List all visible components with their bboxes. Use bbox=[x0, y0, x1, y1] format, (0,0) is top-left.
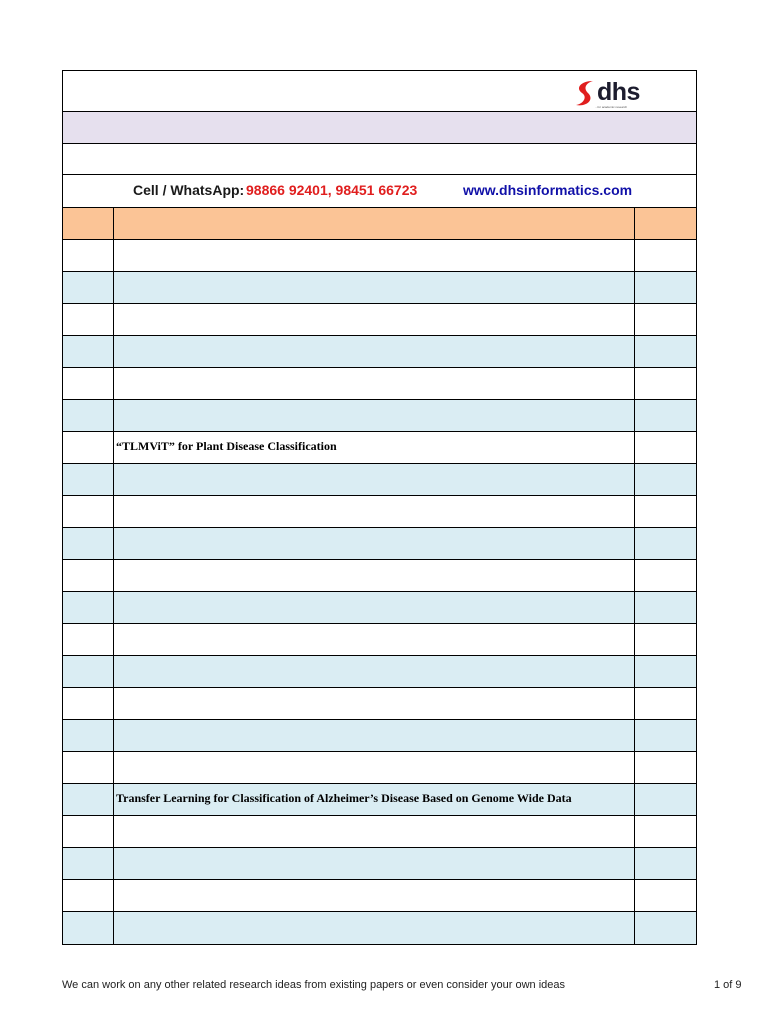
row-title-cell bbox=[114, 784, 635, 815]
table-row bbox=[63, 400, 696, 432]
row-extra-cell bbox=[635, 816, 696, 847]
row-title-cell bbox=[114, 336, 635, 367]
row-extra-cell bbox=[635, 688, 696, 719]
row-title-cell bbox=[114, 624, 635, 655]
row-title-cell bbox=[114, 272, 635, 303]
row-title-cell bbox=[114, 752, 635, 783]
row-title-cell bbox=[114, 848, 635, 879]
table-row bbox=[63, 656, 696, 688]
logo-tagline: ...for academic research bbox=[595, 105, 628, 109]
row-extra-cell bbox=[635, 560, 696, 591]
row-number-cell bbox=[63, 656, 114, 687]
row-number-cell bbox=[63, 368, 114, 399]
row-number-cell bbox=[63, 240, 114, 271]
table-row bbox=[63, 848, 696, 880]
row-extra-cell bbox=[635, 464, 696, 495]
row-extra-cell bbox=[635, 240, 696, 271]
row-number-cell bbox=[63, 432, 114, 463]
title-band bbox=[63, 112, 696, 144]
row-number-cell bbox=[63, 528, 114, 559]
header-cell-number bbox=[63, 208, 114, 239]
row-number-cell bbox=[63, 784, 114, 815]
dhs-logo bbox=[573, 78, 673, 108]
row-title-cell bbox=[114, 688, 635, 719]
footer-note: We can work on any other related research ideas from existing papers or even consider your own ideas bbox=[62, 979, 566, 991]
row-title-cell bbox=[114, 400, 635, 431]
row-title-cell bbox=[114, 304, 635, 335]
row-title-cell bbox=[114, 560, 635, 591]
table-row bbox=[63, 528, 696, 560]
project-title: “TLMViT” for Plant Disease Classification bbox=[116, 439, 337, 453]
table-header-row bbox=[63, 208, 696, 240]
row-title-cell bbox=[114, 592, 635, 623]
row-title-cell bbox=[114, 912, 635, 944]
table-row bbox=[63, 752, 696, 784]
table-row bbox=[63, 368, 696, 400]
table-row bbox=[63, 720, 696, 752]
logo-row bbox=[63, 71, 696, 112]
table-row bbox=[63, 240, 696, 272]
table-row bbox=[63, 688, 696, 720]
row-number-cell bbox=[63, 304, 114, 335]
header-cell-extra bbox=[635, 208, 696, 239]
row-number-cell bbox=[63, 912, 114, 944]
row-title-cell bbox=[114, 816, 635, 847]
row-extra-cell bbox=[635, 400, 696, 431]
contact-label: Cell / WhatsApp: bbox=[133, 182, 245, 198]
row-title-cell bbox=[114, 368, 635, 399]
row-number-cell bbox=[63, 752, 114, 783]
row-extra-cell bbox=[635, 848, 696, 879]
row-title-cell bbox=[114, 528, 635, 559]
row-number-cell bbox=[63, 464, 114, 495]
logo-wordmark: dhs bbox=[597, 78, 640, 106]
row-number-cell bbox=[63, 720, 114, 751]
header-cell-title bbox=[114, 208, 635, 239]
blank-row bbox=[63, 144, 696, 175]
table-row bbox=[63, 272, 696, 304]
row-extra-cell bbox=[635, 272, 696, 303]
website-link[interactable]: www.dhsinformatics.com bbox=[463, 182, 633, 198]
row-extra-cell bbox=[635, 624, 696, 655]
row-number-cell bbox=[63, 624, 114, 655]
row-number-cell bbox=[63, 880, 114, 911]
row-title-cell bbox=[114, 880, 635, 911]
project-list-sheet bbox=[62, 70, 697, 945]
row-extra-cell bbox=[635, 368, 696, 399]
row-number-cell bbox=[63, 688, 114, 719]
row-title-cell bbox=[114, 656, 635, 687]
table-row bbox=[63, 816, 696, 848]
row-title-cell bbox=[114, 720, 635, 751]
row-number-cell bbox=[63, 272, 114, 303]
row-extra-cell bbox=[635, 304, 696, 335]
table-row bbox=[63, 784, 696, 816]
project-title: Transfer Learning for Classification of Alzheimer’s Disease Based on Genome Wide Data bbox=[116, 791, 572, 805]
phone-numbers: 98866 92401, 98451 66723 bbox=[246, 182, 418, 198]
row-extra-cell bbox=[635, 880, 696, 911]
row-title-cell bbox=[114, 496, 635, 527]
row-extra-cell bbox=[635, 432, 696, 463]
row-number-cell bbox=[63, 400, 114, 431]
row-number-cell bbox=[63, 336, 114, 367]
table-row bbox=[63, 336, 696, 368]
row-extra-cell bbox=[635, 528, 696, 559]
row-number-cell bbox=[63, 816, 114, 847]
row-number-cell bbox=[63, 560, 114, 591]
row-number-cell bbox=[63, 496, 114, 527]
table-row bbox=[63, 464, 696, 496]
row-extra-cell bbox=[635, 592, 696, 623]
row-number-cell bbox=[63, 848, 114, 879]
row-extra-cell bbox=[635, 496, 696, 527]
row-extra-cell bbox=[635, 784, 696, 815]
row-extra-cell bbox=[635, 656, 696, 687]
table-row bbox=[63, 592, 696, 624]
row-extra-cell bbox=[635, 752, 696, 783]
row-extra-cell bbox=[635, 336, 696, 367]
row-number-cell bbox=[63, 592, 114, 623]
table-row bbox=[63, 912, 696, 944]
page-number: 1 of 9 bbox=[714, 979, 742, 991]
table-row bbox=[63, 304, 696, 336]
table-row bbox=[63, 560, 696, 592]
row-title-cell bbox=[114, 432, 635, 463]
row-title-cell bbox=[114, 464, 635, 495]
table-row bbox=[63, 432, 696, 464]
row-title-cell bbox=[114, 240, 635, 271]
table-row bbox=[63, 624, 696, 656]
contact-row bbox=[63, 175, 696, 208]
table-row bbox=[63, 496, 696, 528]
row-extra-cell bbox=[635, 720, 696, 751]
row-extra-cell bbox=[635, 912, 696, 944]
table-row bbox=[63, 880, 696, 912]
